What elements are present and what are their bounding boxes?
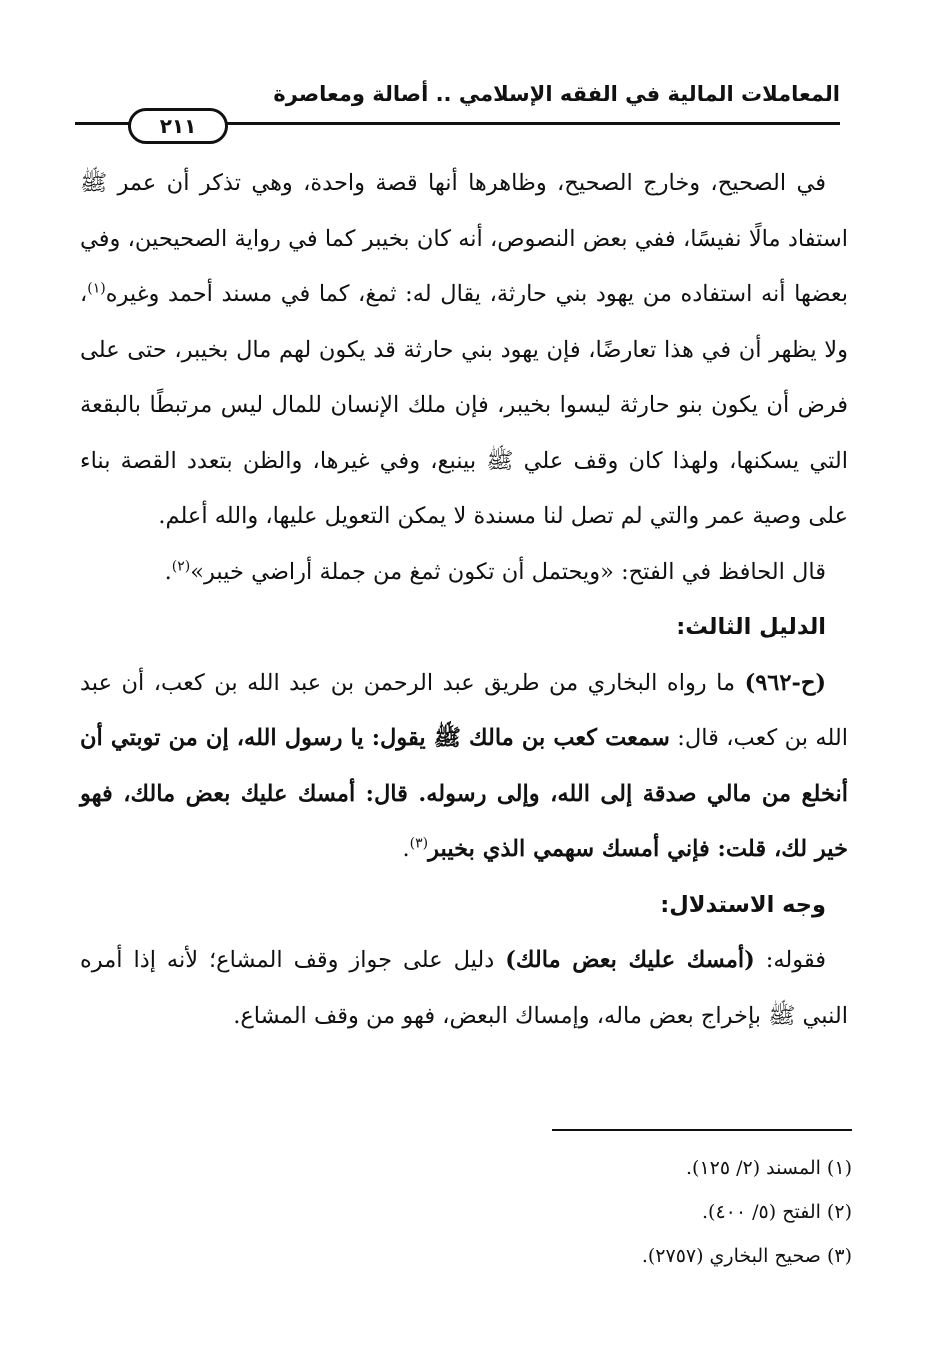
paragraph-3: [80, 656, 848, 878]
running-header: المعاملات المالية في الفقه الإسلامي .. أصالة ومعاصرة: [273, 82, 840, 106]
paragraph-4-quote: (أمسك عليك بعض مالك): [505, 947, 755, 973]
paragraph-1-continued: ، ولا يظهر أن في هذا تعارضًا، فإن يهود بني حارثة قد يكون لهم مال بخيبر، حتى على فرض أن يكون بنو حارثة ليسوا بخيبر، فإن ملك الإنسان للمال ليس مرتبطًا بالبقعة التي يسكنها، ولهذا كان وقف علي ﷺ بينبع، وفي غيرها، والظن بتعدد القصة بناء على وصية عمر والتي لم تصل لنا مسندة لا يمكن التعويل عليها، والله أعلم.: [80, 281, 848, 529]
footnote-2: (٢) الفتح (٥/ ٤٠٠).: [702, 1201, 852, 1223]
body-text: [80, 156, 848, 1044]
heading-inference: وجه الاستدلال:: [660, 891, 826, 918]
paragraph-1-text: في الصحيح، وخارج الصحيح، وظاهرها أنها قصة واحدة، وهي تذكر أن عمر ﷺ استفاد مالًا نفيسًا، ففي بعض النصوص، أنه كان بخيبر كما في رواية الصحيحين، وفي بعضها أنه استفاده من يهود بني حارثة، يقال له: ثمغ، كما في مسند أحمد وغيره: [80, 170, 848, 307]
paragraph-1: [80, 156, 848, 545]
footnote-ref-1: (١): [87, 280, 106, 297]
paragraph-4: [80, 933, 848, 1044]
paragraph-2-text: قال الحافظ في الفتح: «ويحتمل أن تكون ثمغ من جملة أراضي خيبر»: [190, 558, 826, 585]
footnote-rule: [552, 1129, 852, 1131]
heading-third-evidence: الدليل الثالث:: [676, 614, 826, 640]
hadith-quote: سمعت كعب بن مالك ﷺ يقول: يا رسول الله، إن من توبتي أن أنخلع من مالي صدقة إلى الله، وإلى رسوله. قال: أمسك عليك بعض مالك، فهو خير لك، قلت: فإني أمسك سهمي الذي بخيبر: [80, 725, 848, 862]
footnote-ref-2: (٢): [171, 558, 191, 574]
hadith-number: (ح-٩٦٢): [744, 669, 826, 696]
footnotes: [352, 1146, 852, 1278]
paragraph-4-start: فقوله:: [754, 947, 826, 973]
page-number: ٢١١: [128, 108, 228, 144]
footnote-ref-3: (٣): [409, 835, 429, 852]
paragraph-2-end: .: [164, 558, 172, 585]
footnote-3: (٣) صحيح البخاري (٢٧٥٧).: [641, 1245, 852, 1267]
paragraph-3-end: .: [402, 836, 410, 862]
paragraph-4-rest: دليل على جواز وقف المشاع؛ لأنه إذا أمره النبي ﷺ بإخراج بعض ماله، وإمساك البعض، فهو من وقف المشاع.: [80, 947, 848, 1029]
paragraph-2: [80, 545, 848, 601]
paragraph-3-text: ما رواه البخاري من طريق عبد الرحمن بن عبد الله بن كعب، أن عبد الله بن كعب، قال:: [80, 669, 848, 751]
footnote-1: (١) المسند (٢/ ١٢٥).: [685, 1157, 852, 1179]
